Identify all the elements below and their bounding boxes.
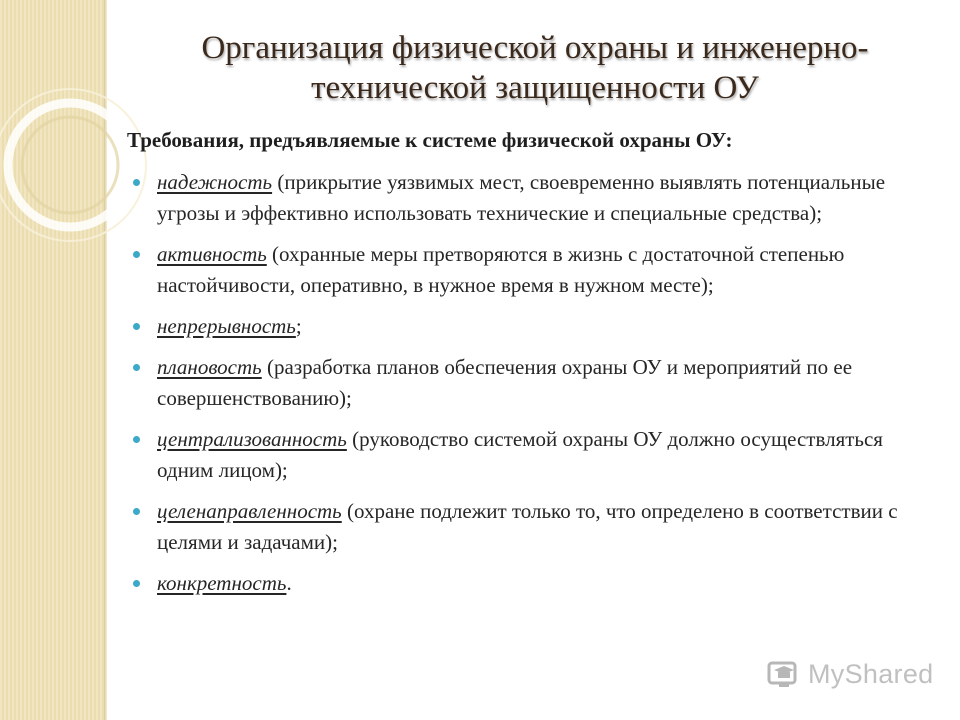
slide-title [125,28,945,108]
decorative-circles [0,70,140,260]
list-item-text: (охранные меры претворяются в жизнь с достаточной степенью настойчивости, оперативно, в нужное время в нужном месте); [157,242,845,297]
list-item-term: целенаправленность [157,499,342,523]
bullet-icon [133,580,140,587]
title-line-2: технической защищенности ОУ [311,70,759,106]
mortarboard-icon [766,658,802,690]
bullet-icon [133,436,140,443]
bullet-icon [133,508,140,515]
list-item-text: ; [295,314,302,338]
list-item-text: (разработка планов обеспечения охраны ОУ и мероприятий по ее совершенствованию); [157,355,853,410]
list-item-term: плановость [157,355,262,379]
list-item-term: централизованность [157,427,347,451]
bullet-icon [133,179,140,186]
list-item [127,311,927,342]
list-item-term: конкретность [157,571,287,595]
bullet-icon [133,364,140,371]
list-item [127,167,927,229]
title-line-1: Организация физической охраны и инженерно- [201,30,869,66]
list-item-text: . [286,571,292,595]
list-item [127,424,927,486]
bullet-icon [133,323,140,330]
slide-subtitle: Требования, предъявляемые к системе физической охраны ОУ: [127,128,733,152]
list-item-text: (охране подлежит только то, что определено в соответствии с целями и задачами); [157,499,898,554]
requirements-list [127,167,927,609]
list-item-term: активность [157,242,267,266]
list-item-term: непрерывность [157,314,296,338]
list-item [127,352,927,414]
watermark-text: MyShared [808,658,934,689]
watermark [766,656,933,692]
list-item [127,496,927,558]
list-item-text: (прикрытие уязвимых мест, своевременно выявлять потенциальные угрозы и эффективно использовать технические и специальные средства); [157,170,886,225]
list-item-term: надежность [157,170,273,194]
list-item [127,239,927,301]
bullet-icon [133,251,140,258]
list-item-text: (руководство системой охраны ОУ должно осуществляться одним лицом); [157,427,883,482]
list-item [127,568,927,599]
